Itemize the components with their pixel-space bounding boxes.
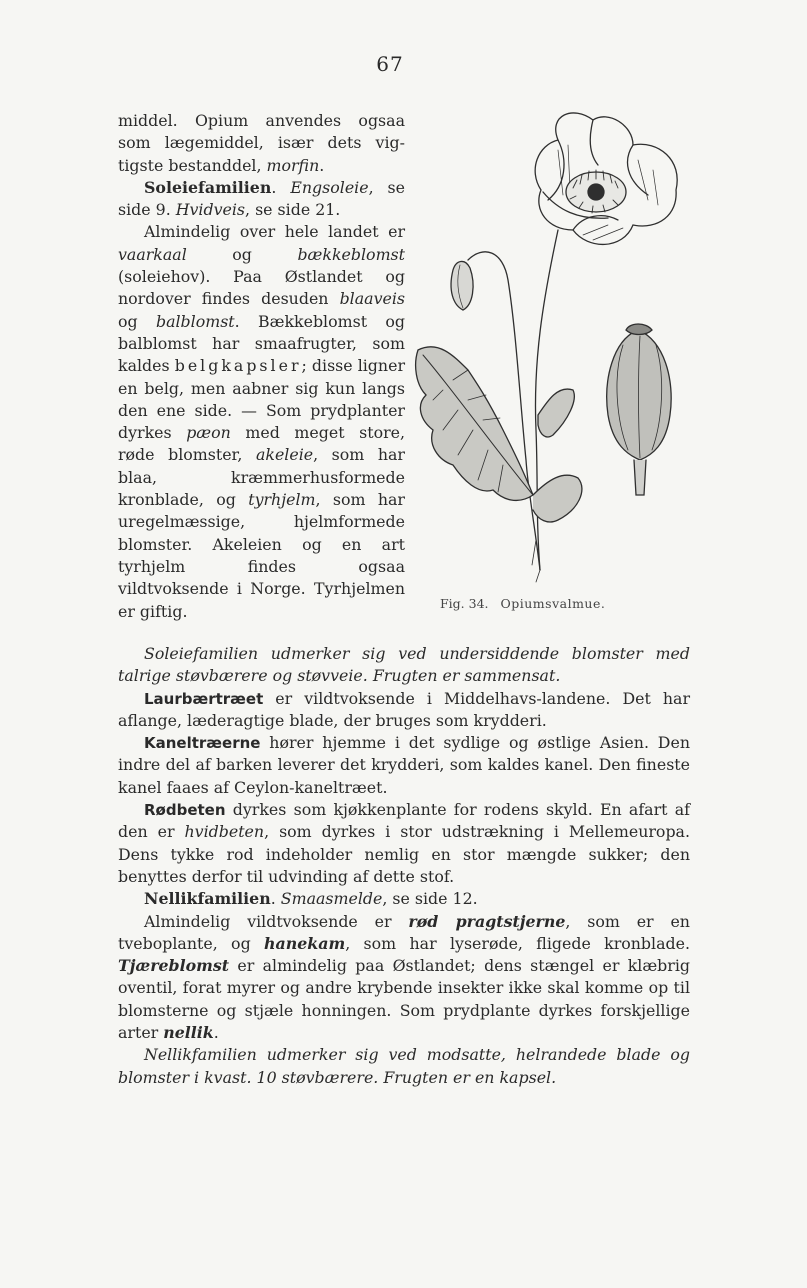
heading-rodbeten: Rødbeten — [144, 801, 226, 820]
paragraph-nellik-details: Almindelig vildtvoksende er rød pragtstjerne, som er en tveboplante, og hanekam, som har lyserøde, fligede kronblade. Tjæreblomst er almindelig paa Østlandet; dens stængel er klæbrig oventil, forat myrer og andre krybende insekter ikke skal komme op til blomsterne og stjæle honningen. Som prydplante dyrkes forskjellige arter nellik. — [118, 911, 690, 1043]
poppy-leaf — [416, 347, 582, 522]
summary-soleiefamilien: Soleiefamilien udmerker sig ved undersiddende blomster med talrige støvbærere og støvveie. Frugten er sammensat. — [118, 644, 690, 686]
seed-capsule — [607, 324, 671, 495]
full-width-text — [118, 643, 690, 1089]
poppy-flower — [535, 113, 677, 244]
figure-title: Opiumsvalmue. — [500, 596, 606, 611]
page-number: 67 — [376, 52, 404, 76]
term-morfin: morfin — [266, 155, 320, 175]
poppy-bud — [451, 261, 473, 310]
heading-kaneltraeerne: Kaneltræerne — [144, 734, 261, 753]
figure-label: Fig. 34. — [440, 596, 489, 611]
paragraph-kaneltraeerne: Kaneltræerne hører hjemme i det sydlige og østlige Asien. Den indre del af barken leverer det krydderi, som kaldes kanel. Den fineste kanel faaes af Ceylon-kaneltræet. — [118, 733, 690, 797]
heading-soleiefamilien: Soleiefamilien — [144, 177, 272, 197]
paragraph-soleie-details: Almindelig over hele landet er vaarkaal og bækkeblomst (soleiehov). Paa Østlandet og nordover findes desuden blaaveis og balblomst. Bækkeblomst og balblomst har smaafrugter, som kaldes belgkapsler; disse ligner en belg, men aabner sig kun langs den ene side. — Som prydplanter dyrkes pæon med meget store, røde blomster, akeleie, som har blaa, kræmmerhusformede kronblade, og tyrhjelm, som har uregelmæssige, hjelmformede blomster. Akeleien og en art tyrhjelm findes ogsaa vildtvoksende i Norge. Tyrhjelmen er giftig. — [118, 222, 405, 621]
summary-nellikfamilien: Nellikfamilien udmerker sig ved modsatte, helrandede blade og blomster i kvast. 10 støvbærere. Frugten er en kapsel. — [118, 1045, 690, 1087]
left-column-text — [118, 110, 405, 623]
heading-laurbaertraeet: Laurbærtræet — [144, 689, 264, 708]
paragraph-nellikfamilien: Nellikfamilien. Smaasmelde, se side 12. — [144, 889, 478, 909]
heading-nellikfamilien: Nellikfamilien — [144, 889, 271, 909]
paragraph-opium: middel. Opium anvendes ogsaa som lægemiddel, især dets vigtigste bestanddel, morfin. — [118, 111, 405, 175]
paragraph-laurbaertraeet: Laurbærtræet er vildtvoksende i Middelhavs-landene. Det har aflange, læderagtige blade, der bruges som krydderi. — [118, 688, 690, 730]
paragraph-rodbeten: Rødbeten dyrkes som kjøkkenplante for rodens skyld. En afart af den er hvidbeten, som dyrkes i stor udstrækning i Mellemeuropa. Dens tykke rod indeholder nemlig en stor mængde sukker; den benyttes derfor til udvinding af dette stof. — [118, 800, 690, 886]
paragraph-soleiefamilien: Soleiefamilien. Engsoleie, se side 9. Hvidveis, se side 21. — [118, 177, 406, 220]
figure-caption — [440, 596, 670, 611]
opium-poppy-illustration — [408, 100, 698, 590]
